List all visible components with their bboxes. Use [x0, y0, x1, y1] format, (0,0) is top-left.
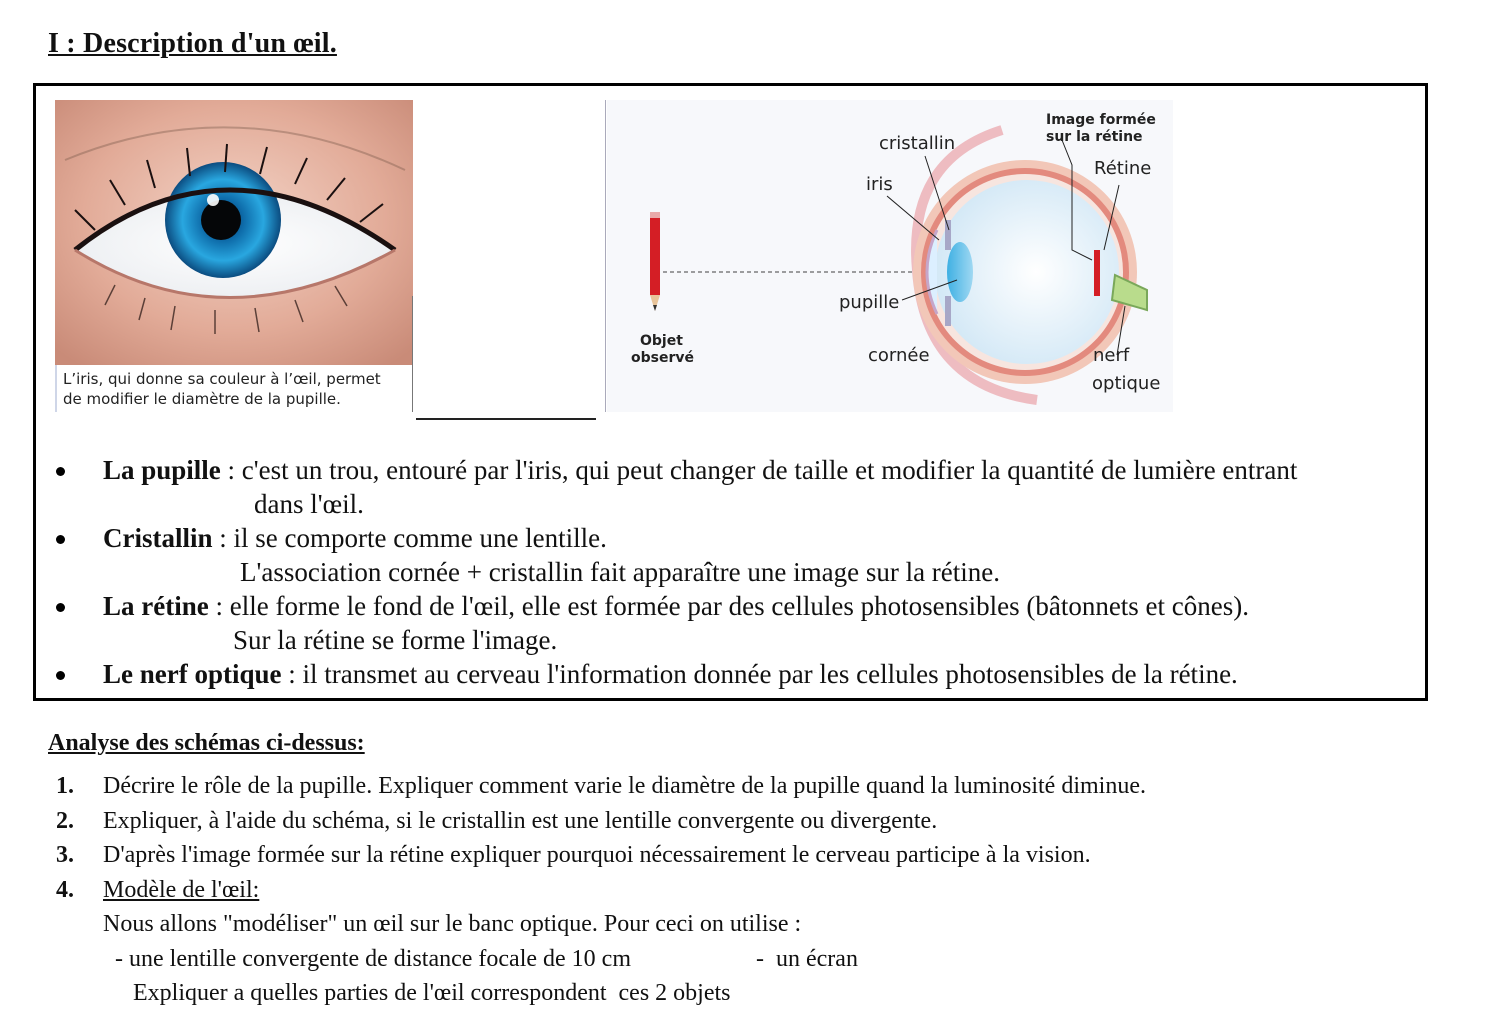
label-image-formee-1: Image formée: [1046, 112, 1156, 128]
question-number: 4.: [56, 876, 74, 903]
definition-pupille: [56, 453, 1416, 521]
question-4-line-1: Nous allons "modéliser" un œil sur le banc optique. Pour ceci on utilise :: [103, 911, 802, 937]
definition-text: : c'est un trou, entouré par l'iris, qui peut changer de taille et modifier la quantité de lumière entrant: [220, 455, 1298, 485]
label-image-formee-2: sur la rétine: [1046, 129, 1143, 145]
label-pupille: pupille: [839, 292, 900, 313]
answer-blank-line: [416, 418, 596, 420]
photo-caption-line-2: de modifier le diamètre de la pupille.: [63, 390, 341, 408]
question-4-ecran: - un écran: [756, 945, 858, 972]
question-4-lentille: - une lentille convergente de distance focale de 10 cm: [103, 945, 631, 972]
question-text: Expliquer, à l'aide du schéma, si le cristallin est une lentille convergente ou divergente.: [103, 807, 938, 834]
photo-caption: [55, 365, 410, 412]
eye-diagram: [607, 100, 1173, 412]
question-text: Décrire le rôle de la pupille. Expliquer comment varie le diamètre de la pupille quand la luminosité diminue.: [103, 773, 1146, 799]
question-number: 1.: [56, 773, 74, 799]
label-objet-1: Objet: [640, 333, 683, 349]
question-text: Modèle de l'œil:: [103, 876, 260, 903]
definition-text: : elle forme le fond de l'œil, elle est formée par des cellules photosensibles (bâtonnets et cônes).: [208, 591, 1250, 621]
definition-text: : il transmet au cerveau l'information donnée par les cellules photosensibles de la rétine.: [281, 659, 1238, 689]
definition-term: Cristallin: [103, 523, 213, 553]
eye-photo-drawing: [55, 100, 413, 365]
definitions-list: [56, 453, 1416, 691]
definition-term: Le nerf optique: [103, 659, 282, 689]
page-title: I : Description d'un œil.: [48, 28, 337, 59]
question-2: [56, 804, 1436, 839]
question-4: [56, 873, 1436, 1011]
definition-term: La pupille: [103, 455, 221, 485]
analysis-title: Analyse des schémas ci-dessus:: [48, 730, 365, 756]
definition-nerf-optique: [56, 657, 1416, 691]
definition-term: La rétine: [103, 591, 209, 621]
definition-retine: [56, 589, 1416, 657]
bullet-icon: [56, 535, 65, 544]
bullet-icon: [56, 671, 65, 680]
label-optique: optique: [1092, 373, 1161, 394]
pencil-object-drawing: [650, 212, 660, 311]
photo-right-edge: [412, 296, 413, 412]
definition-text: : il se comporte comme une lentille.: [212, 523, 607, 553]
bullet-icon: [56, 467, 65, 476]
label-nerf: nerf: [1093, 345, 1130, 366]
eye-photo-figure: [55, 100, 413, 412]
label-iris: iris: [866, 174, 893, 195]
definition-continuation: dans l'œil.: [254, 489, 364, 519]
definition-cristallin: [56, 521, 1416, 589]
question-4-line-3: Expliquer a quelles parties de l'œil correspondent ces 2 objets: [103, 980, 731, 1006]
question-text: D'après l'image formée sur la rétine expliquer pourquoi nécessairement le cerveau participe à la vision.: [103, 842, 1091, 868]
definition-continuation: Sur la rétine se forme l'image.: [233, 625, 558, 655]
diagram-left-edge: [605, 100, 606, 412]
bullet-icon: [56, 603, 65, 612]
questions-list: [56, 769, 1436, 1011]
question-1: [56, 769, 1436, 804]
question-number: 2.: [56, 807, 74, 834]
photo-caption-line-1: L’iris, qui donne sa couleur à l’œil, permet: [63, 370, 381, 388]
label-retine: Rétine: [1094, 158, 1152, 179]
definition-continuation: L'association cornée + cristallin fait apparaître une image sur la rétine.: [240, 557, 1001, 587]
eye-photo: [55, 100, 413, 365]
label-objet-2: observé: [631, 350, 694, 366]
question-3: [56, 838, 1436, 873]
question-4-line-2: [103, 942, 1436, 977]
label-cornee: cornée: [868, 345, 930, 366]
label-cristallin: cristallin: [879, 133, 956, 154]
question-number: 3.: [56, 842, 74, 868]
